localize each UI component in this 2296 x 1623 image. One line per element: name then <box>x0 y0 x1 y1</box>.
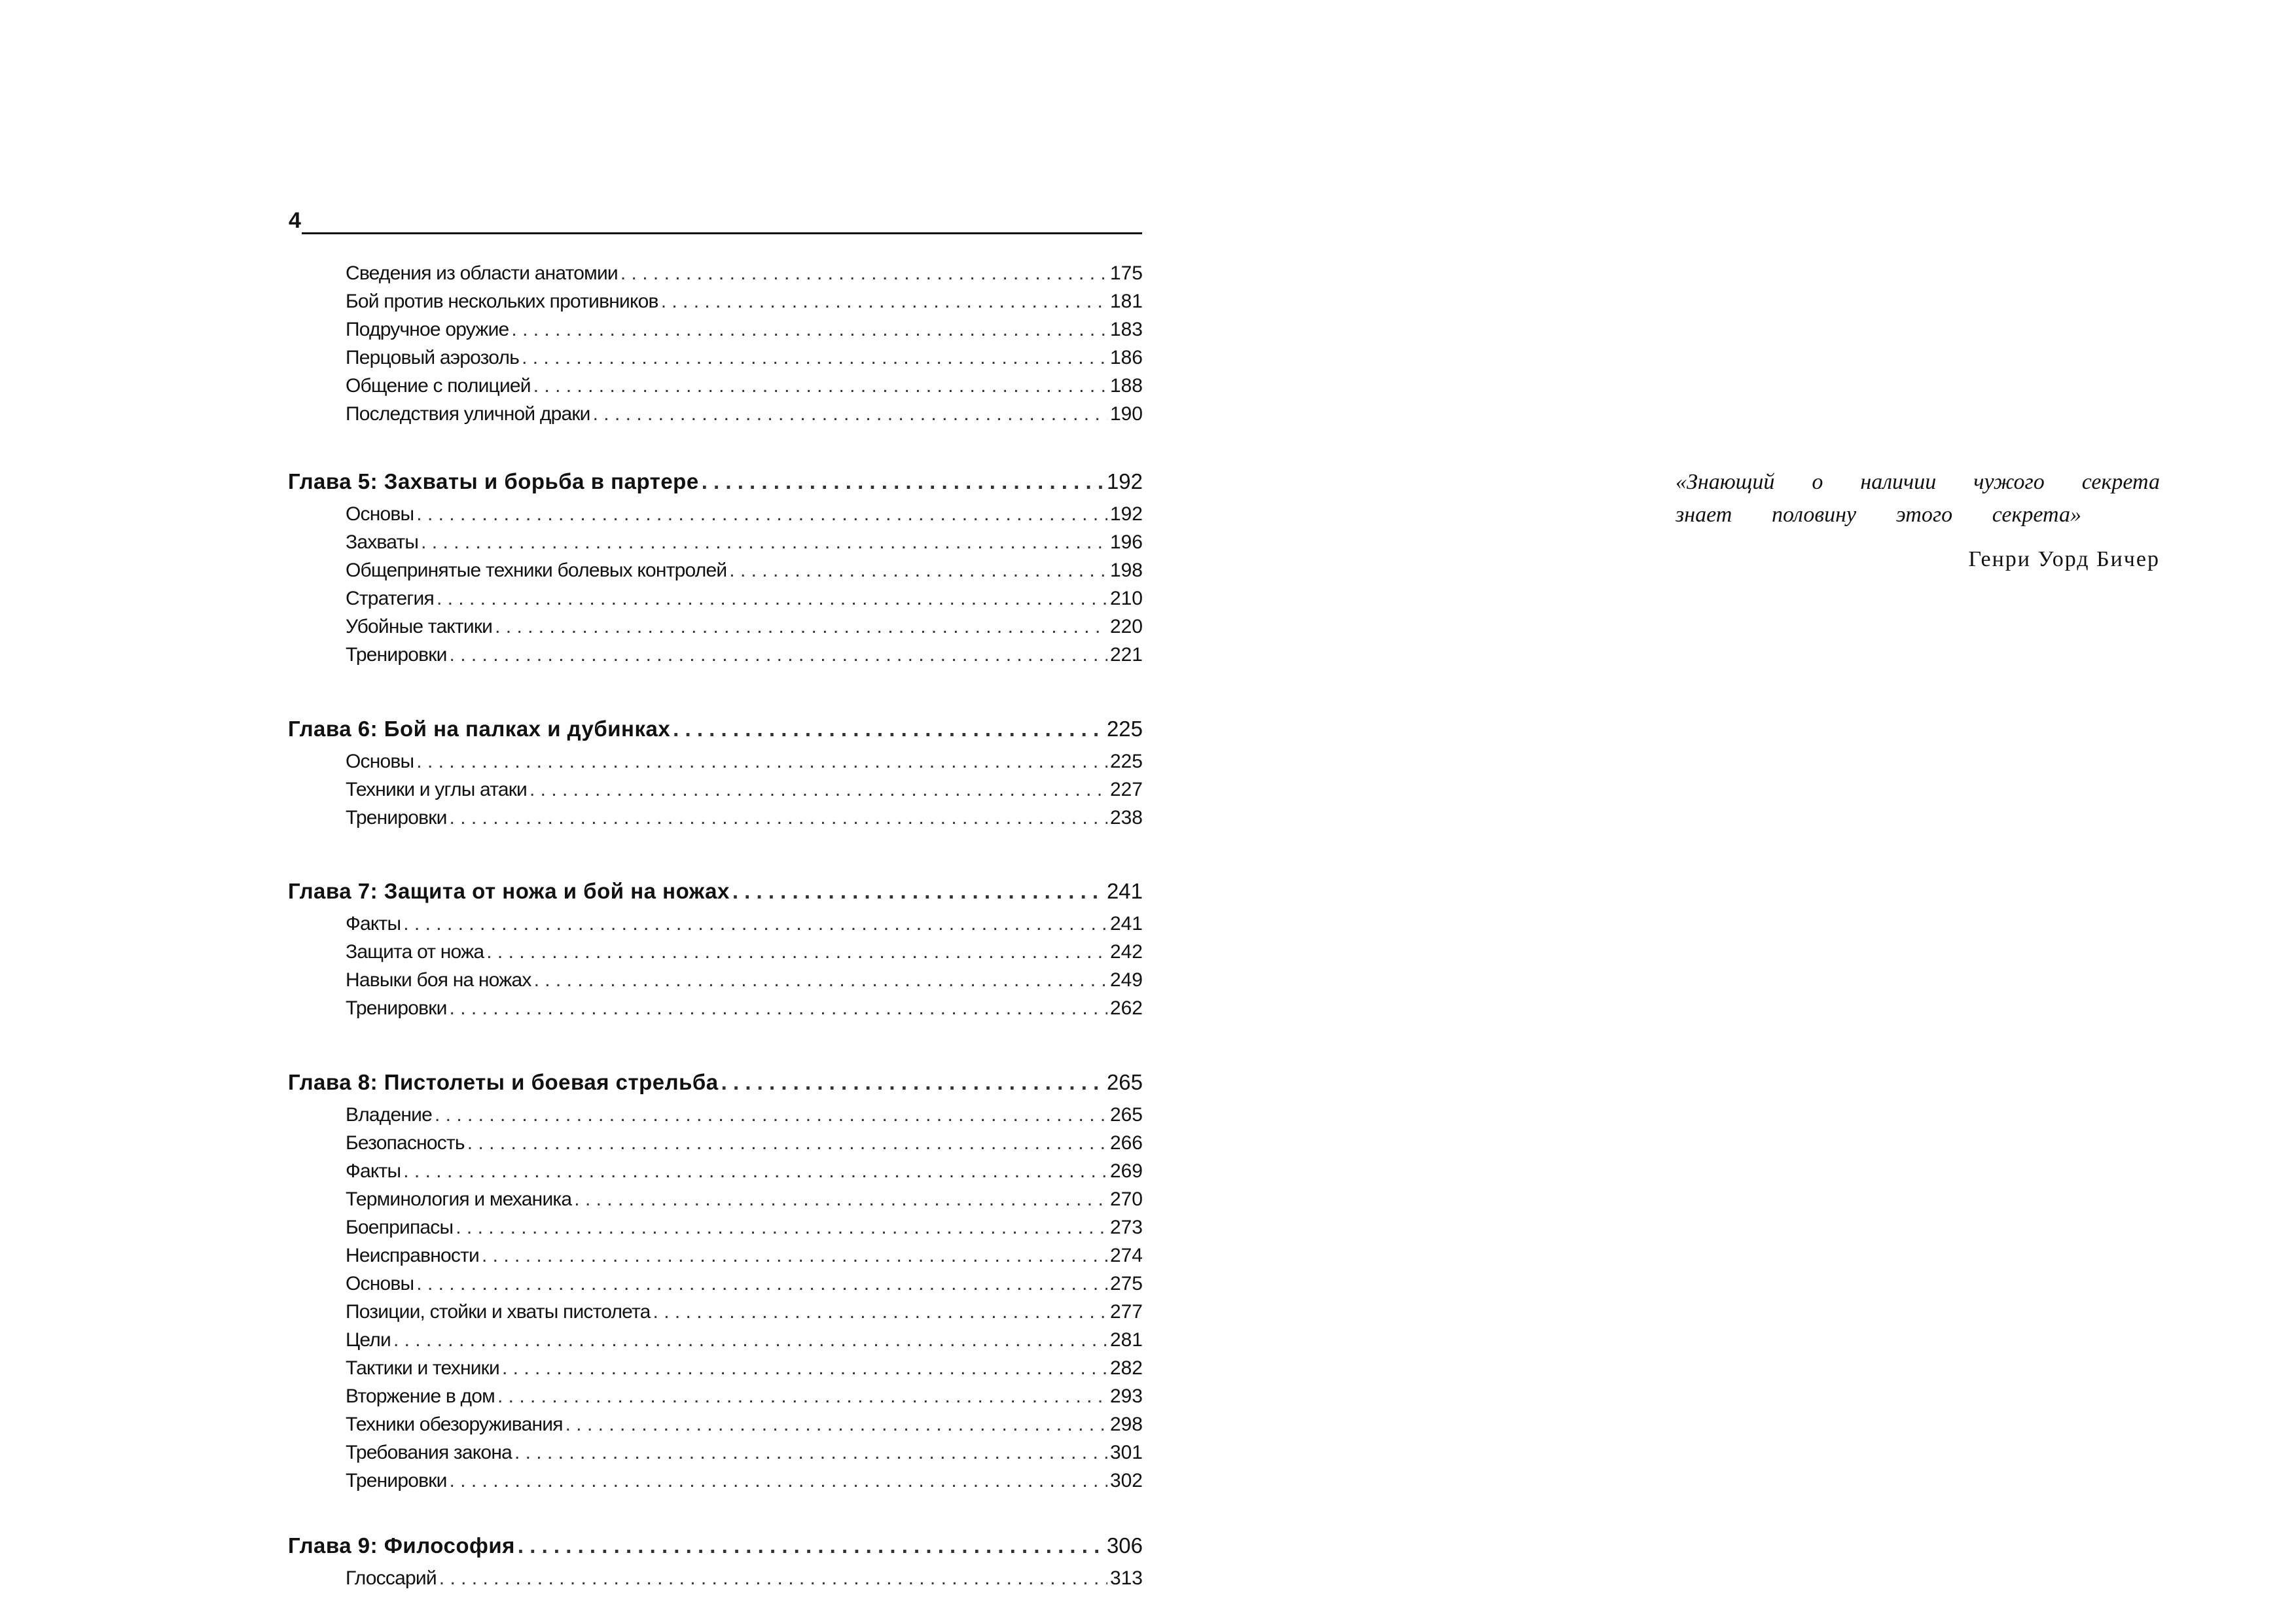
toc-entry-page: 183 <box>1109 319 1143 340</box>
toc-entry-title: Тренировки <box>346 1470 447 1491</box>
toc-entry-title: Факты <box>346 913 401 935</box>
dot-leader <box>529 776 1107 804</box>
toc-entry-title: Позиции, стойки и хваты пистолета <box>346 1301 651 1323</box>
toc-entry[interactable] <box>288 500 1143 528</box>
toc-entry-page: 282 <box>1109 1357 1143 1379</box>
toc-entry-page: 210 <box>1109 588 1143 609</box>
toc-entry[interactable] <box>288 641 1143 669</box>
toc-block-continuation <box>288 259 1143 428</box>
toc-entry-page: 265 <box>1109 1104 1143 1126</box>
dot-leader <box>661 287 1107 315</box>
toc-chapter-page: 225 <box>1106 717 1143 741</box>
dot-leader <box>435 1101 1107 1129</box>
dot-leader <box>450 1467 1107 1495</box>
toc-chapter-title: Глава 8: Пистолеты и боевая стрельба <box>288 1070 719 1094</box>
toc-entry-title: Бой против нескольких противников <box>346 291 658 312</box>
toc-chapter-title: Глава 6: Бой на палках и дубинках <box>288 717 671 741</box>
dot-leader <box>518 1527 1104 1564</box>
toc-chapter-heading[interactable] <box>288 1064 1143 1101</box>
toc-chapter-page: 241 <box>1106 879 1143 903</box>
toc-entry-title: Навыки боя на ножах <box>346 969 531 991</box>
toc-entry-title: Терминология и механика <box>346 1188 572 1210</box>
toc-entry-title: Общение с полицией <box>346 375 531 397</box>
dot-leader <box>416 1270 1107 1298</box>
dot-leader <box>729 556 1107 584</box>
toc-entry-page: 190 <box>1109 403 1143 425</box>
dot-leader <box>416 500 1107 528</box>
toc-chapter-heading[interactable] <box>288 1527 1143 1564</box>
toc-entry-title: Глоссарий <box>346 1567 437 1589</box>
toc-entry-title: Техники обезоруживания <box>346 1414 563 1435</box>
toc-entry[interactable] <box>288 1185 1143 1213</box>
toc-entry[interactable] <box>288 259 1143 287</box>
dot-leader <box>620 259 1107 287</box>
toc-entry-page: 275 <box>1109 1273 1143 1294</box>
toc-entry[interactable] <box>288 1326 1143 1354</box>
toc-entry[interactable] <box>288 1213 1143 1241</box>
toc-chapter-heading[interactable] <box>288 463 1143 500</box>
dot-leader <box>721 1064 1104 1101</box>
toc-entry-title: Общепринятые техники болевых контролей <box>346 560 727 581</box>
toc-chapter-title: Глава 7: Защита от ножа и бой на ножах <box>288 879 730 903</box>
toc-entry-title: Тактики и техники <box>346 1357 499 1379</box>
toc-entry-page: 220 <box>1109 616 1143 637</box>
toc-entry[interactable] <box>288 528 1143 556</box>
toc-entry[interactable] <box>288 804 1143 832</box>
dot-leader <box>450 804 1107 832</box>
toc-chapter-heading[interactable] <box>288 873 1143 910</box>
dot-leader <box>534 966 1107 994</box>
dot-leader <box>533 372 1107 400</box>
toc-chapter-6 <box>288 711 1143 832</box>
dot-leader <box>467 1129 1107 1157</box>
dot-leader <box>403 910 1107 938</box>
toc-entry[interactable] <box>288 1270 1143 1298</box>
toc-entry[interactable] <box>288 1129 1143 1157</box>
toc-entry[interactable] <box>288 344 1143 372</box>
dot-leader <box>416 747 1107 776</box>
dot-leader <box>421 528 1107 556</box>
toc-entry-page: 302 <box>1109 1470 1143 1491</box>
toc-chapter-9 <box>288 1527 1143 1592</box>
toc-chapter-7 <box>288 873 1143 1022</box>
toc-entry[interactable] <box>288 1410 1143 1438</box>
toc-entry-title: Цели <box>346 1329 391 1351</box>
toc-chapter-page: 192 <box>1106 469 1143 493</box>
toc-entry-title: Требования закона <box>346 1442 512 1463</box>
toc-entry-page: 270 <box>1109 1188 1143 1210</box>
epigraph-author: Генри Уорд Бичер <box>1968 547 2160 571</box>
toc-entry-title: Защита от ножа <box>346 941 484 963</box>
dot-leader <box>450 641 1107 669</box>
toc-entry-title: Тренировки <box>346 644 447 666</box>
toc-entry-page: 293 <box>1109 1385 1143 1407</box>
toc-entry-page: 298 <box>1109 1414 1143 1435</box>
toc-entry-page: 249 <box>1109 969 1143 991</box>
toc-entry-title: Тренировки <box>346 997 447 1019</box>
toc-entry-page: 281 <box>1109 1329 1143 1351</box>
toc-entry-page: 274 <box>1109 1245 1143 1266</box>
toc-entry-title: Основы <box>346 503 414 525</box>
toc-entry-title: Техники и углы атаки <box>346 779 527 800</box>
toc-entry-title: Убойные тактики <box>346 616 493 637</box>
toc-entry[interactable] <box>288 1298 1143 1326</box>
epigraph-quote-line-2: знает половину этого секрета» <box>1676 503 2081 527</box>
dot-leader <box>732 873 1104 910</box>
toc-entry-page: 225 <box>1109 751 1143 772</box>
toc-entry[interactable] <box>288 776 1143 804</box>
page-number: 4 <box>289 208 301 233</box>
toc-entry-page: 262 <box>1109 997 1143 1019</box>
toc-entry-page: 269 <box>1109 1160 1143 1182</box>
toc-entry-title: Сведения из области анатомии <box>346 262 618 284</box>
dot-leader <box>511 315 1107 344</box>
toc-entry-page: 242 <box>1109 941 1143 963</box>
toc-entry-page: 175 <box>1109 262 1143 284</box>
toc-entry[interactable] <box>288 938 1143 966</box>
toc-entry[interactable] <box>288 1564 1143 1592</box>
toc-entry[interactable] <box>288 400 1143 428</box>
dot-leader <box>456 1213 1107 1241</box>
toc-chapter-title: Глава 9: Философия <box>288 1533 515 1558</box>
dot-leader <box>393 1326 1107 1354</box>
toc-entry[interactable] <box>288 1354 1143 1382</box>
toc-entry[interactable] <box>288 1382 1143 1410</box>
dot-leader <box>439 1564 1107 1592</box>
dot-leader <box>673 711 1104 747</box>
toc-entry-page: 198 <box>1109 560 1143 581</box>
toc-entry-page: 266 <box>1109 1132 1143 1154</box>
toc-entry-title: Подручное оружие <box>346 319 509 340</box>
toc-entry-page: 186 <box>1109 347 1143 368</box>
toc-entry-page: 196 <box>1109 531 1143 553</box>
toc-entry-title: Перцовый аэрозоль <box>346 347 520 368</box>
toc-entry-title: Последствия уличной драки <box>346 403 590 425</box>
dot-leader <box>437 584 1107 613</box>
dot-leader <box>565 1410 1107 1438</box>
toc-entry-title: Факты <box>346 1160 401 1182</box>
toc-entry[interactable] <box>288 1241 1143 1270</box>
toc-entry-page: 221 <box>1109 644 1143 666</box>
dot-leader <box>482 1241 1107 1270</box>
toc-entry[interactable] <box>288 747 1143 776</box>
toc-entry-title: Захваты <box>346 531 419 553</box>
dot-leader <box>514 1438 1107 1467</box>
dot-leader <box>403 1157 1107 1185</box>
toc-chapter-5 <box>288 463 1143 669</box>
toc-chapter-page: 306 <box>1106 1533 1143 1558</box>
toc-entry-page: 277 <box>1109 1301 1143 1323</box>
toc-entry[interactable] <box>288 287 1143 315</box>
toc-entry-title: Неисправности <box>346 1245 480 1266</box>
toc-entry-title: Владение <box>346 1104 432 1126</box>
toc-entry-title: Вторжение в дом <box>346 1385 495 1407</box>
toc-entry[interactable] <box>288 372 1143 400</box>
dot-leader <box>522 344 1107 372</box>
dot-leader <box>497 1382 1107 1410</box>
toc-entry-title: Тренировки <box>346 807 447 829</box>
toc-entry-title: Безопасность <box>346 1132 465 1154</box>
toc-chapter-8 <box>288 1064 1143 1495</box>
toc-entry[interactable] <box>288 1467 1143 1495</box>
toc-entry-page: 227 <box>1109 779 1143 800</box>
dot-leader <box>574 1185 1107 1213</box>
toc-chapter-page: 265 <box>1106 1070 1143 1094</box>
toc-entry-title: Основы <box>346 1273 414 1294</box>
toc-entry[interactable] <box>288 994 1143 1022</box>
dot-leader <box>593 400 1107 428</box>
dot-leader <box>486 938 1107 966</box>
toc-entry-page: 238 <box>1109 807 1143 829</box>
toc-entry-page: 181 <box>1109 291 1143 312</box>
dot-leader <box>502 1354 1107 1382</box>
toc-entry[interactable] <box>288 1157 1143 1185</box>
toc-entry-page: 301 <box>1109 1442 1143 1463</box>
toc-entry-title: Стратегия <box>346 588 434 609</box>
toc-entry-page: 188 <box>1109 375 1143 397</box>
toc-entry-page: 241 <box>1109 913 1143 935</box>
toc-chapter-title: Глава 5: Захваты и борьба в партере <box>288 469 699 493</box>
toc-entry[interactable] <box>288 910 1143 938</box>
dot-leader <box>495 613 1107 641</box>
dot-leader <box>653 1298 1107 1326</box>
toc-entry[interactable] <box>288 1438 1143 1467</box>
toc-chapter-heading[interactable] <box>288 711 1143 747</box>
epigraph <box>1676 466 2160 576</box>
epigraph-quote-line-1: «Знающий о наличии чужого секрета <box>1676 470 2160 494</box>
dot-leader <box>450 994 1107 1022</box>
toc-entry[interactable] <box>288 613 1143 641</box>
toc-entry[interactable] <box>288 966 1143 994</box>
toc-entry-page: 273 <box>1109 1217 1143 1238</box>
toc-entry[interactable] <box>288 584 1143 613</box>
toc-entry[interactable] <box>288 1101 1143 1129</box>
toc-entry[interactable] <box>288 556 1143 584</box>
dot-leader <box>702 463 1104 500</box>
toc-entry-page: 192 <box>1109 503 1143 525</box>
toc-entry-page: 313 <box>1109 1567 1143 1589</box>
toc-entry[interactable] <box>288 315 1143 344</box>
toc-entry-title: Основы <box>346 751 414 772</box>
toc-entry-title: Боеприпасы <box>346 1217 454 1238</box>
